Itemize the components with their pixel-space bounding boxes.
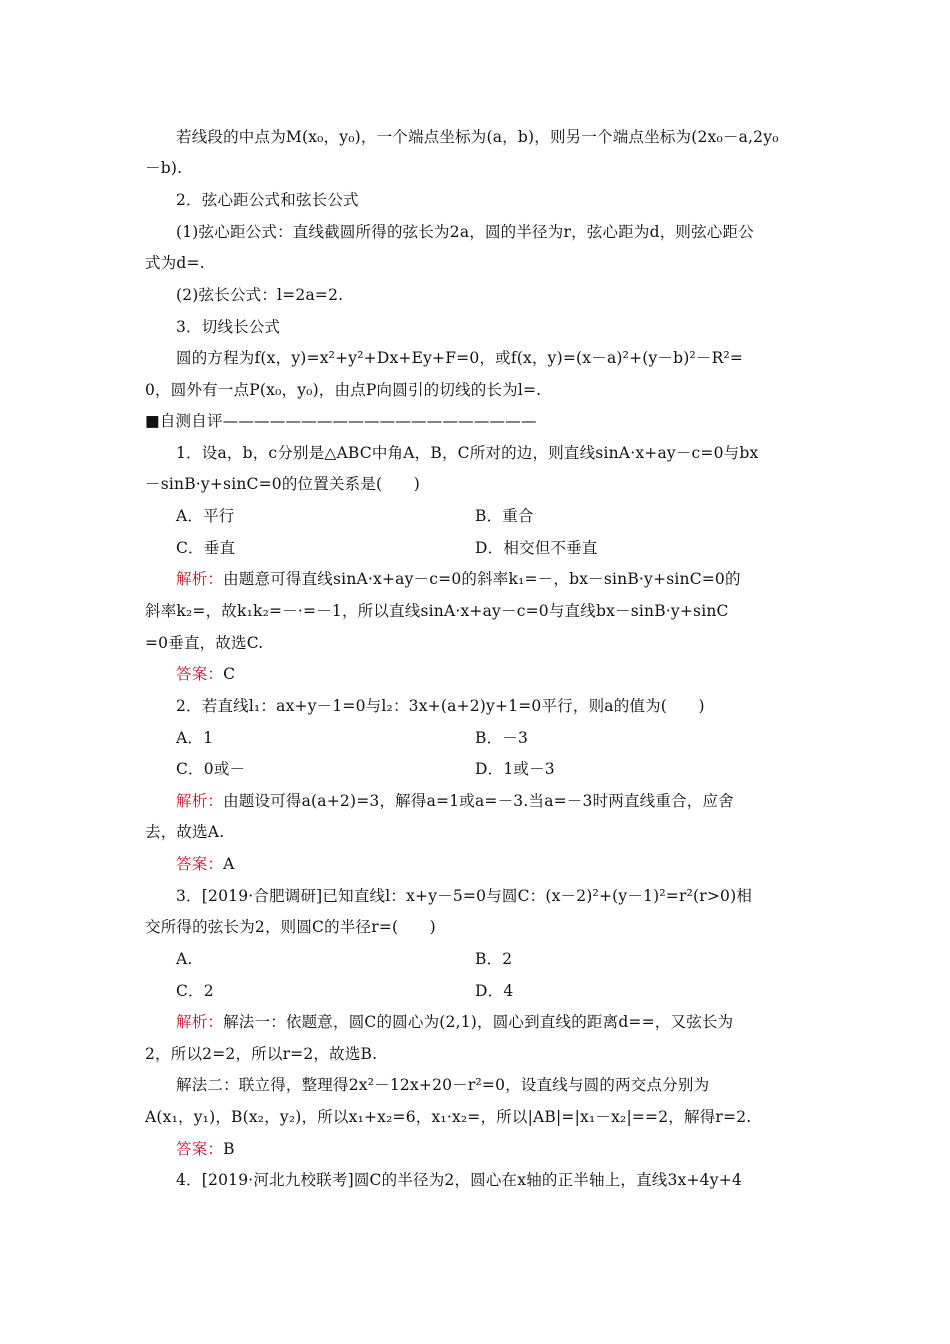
solution-text: 由题意可得直线sinA·x+ay－c=0的斜率k₁=－，bx－sinB·y+sinC=0的 <box>223 570 741 588</box>
text-line: (2)弦长公式：l=2a=2. <box>176 286 344 304</box>
question-text: 1．设a，b，c分别是△ABC中角A，B，C所对的边，则直线sinA·x+ay－c=0与bx <box>176 444 759 462</box>
option-c: C．垂直 <box>176 539 236 557</box>
answer-value: A <box>223 855 235 873</box>
solution-text: 由题设可得a(a+2)=3，解得a=1或a=－3.当a=－3时两直线重合，应舍 <box>223 792 734 810</box>
solution-text: 解法二：联立得，整理得2x²－12x+20－r²=0，设直线与圆的两交点分别为 <box>176 1076 710 1094</box>
text-line: 圆的方程为f(x，y)=x²+y²+Dx+Ey+F=0，或f(x，y)=(x－a)²+(y－b)²－R²= <box>176 349 744 367</box>
solution-line <box>176 568 741 590</box>
solution-line <box>176 790 734 812</box>
option-b: B．2 <box>475 950 513 968</box>
question-text: 4．[2019·河北九校联考]圆C的半径为2，圆心在x轴的正半轴上，直线3x+4y+4 <box>176 1171 742 1189</box>
answer-label: 答案： <box>176 855 224 873</box>
option-a: A. <box>176 950 193 968</box>
solution-text: A(x₁，y₁)，B(x₂，y₂)，所以x₁+x₂=6，x₁·x₂=，所以|AB|=|x₁－x₂|==2，解得r=2. <box>145 1108 752 1126</box>
question-text: 2．若直线l₁：ax+y－1=0与l₂：3x+(a+2)y+1=0平行，则a的值为( ) <box>176 697 705 715</box>
solution-text: =0垂直，故选C. <box>145 634 264 652</box>
question-text: 交所得的弦长为2，则圆C的半径r=( ) <box>145 918 436 936</box>
section-heading: 2．弦心距公式和弦长公式 <box>176 191 359 209</box>
option-c: C．2 <box>176 982 214 1000</box>
answer-value: B <box>223 1140 235 1158</box>
answer-label: 答案： <box>176 665 224 683</box>
answer-line <box>176 853 235 875</box>
text-line: 式为d=. <box>145 254 205 272</box>
answer-line <box>176 1138 235 1160</box>
solution-label: 解析： <box>176 570 224 588</box>
text-line: 若线段的中点为M(x₀，y₀)，一个端点坐标为(a，b)，则另一个端点坐标为(2x₀－a,2y₀ <box>176 128 779 146</box>
option-b: B．－3 <box>475 729 529 747</box>
solution-label: 解析： <box>176 792 224 810</box>
solution-text: 2，所以2=2，所以r=2，故选B. <box>145 1045 378 1063</box>
text-line: (1)弦心距公式：直线截圆所得的弦长为2a，圆的半径为r，弦心距为d，则弦心距公 <box>176 223 754 241</box>
solution-line <box>176 1011 733 1033</box>
option-d: D．4 <box>475 982 514 1000</box>
question-text: －sinB·y+sinC=0的位置关系是( ) <box>145 475 420 493</box>
text-line: －b). <box>145 159 183 177</box>
answer-value: C <box>223 665 236 683</box>
solution-text: 斜率k₂=，故k₁k₂=－·=－1，所以直线sinA·x+ay－c=0与直线bx－sinB·y+sinC <box>145 602 729 620</box>
solution-label: 解析： <box>176 1013 224 1031</box>
option-c: C．0或－ <box>176 760 246 778</box>
answer-line <box>176 663 235 685</box>
option-d: D．1或－3 <box>475 760 555 778</box>
answer-label: 答案： <box>176 1140 224 1158</box>
option-a: A．1 <box>176 729 214 747</box>
solution-text: 解法一：依题意，圆C的圆心为(2,1)，圆心到直线的距离d==，又弦长为 <box>223 1013 734 1031</box>
text-line: 0，圆外有一点P(x₀，y₀)，由点P向圆引的切线的长为l=. <box>145 381 542 399</box>
section-heading: ■自测自评———————————————————— <box>145 412 537 430</box>
section-heading: 3．切线长公式 <box>176 318 281 336</box>
solution-text: 去，故选A. <box>145 823 225 841</box>
option-d: D．相交但不垂直 <box>475 539 598 557</box>
option-a: A．平行 <box>176 507 235 525</box>
question-text: 3．[2019·合肥调研]已知直线l：x+y－5=0与圆C：(x－2)²+(y－1)²=r²(r>0)相 <box>176 887 753 905</box>
option-b: B．重合 <box>475 507 534 525</box>
